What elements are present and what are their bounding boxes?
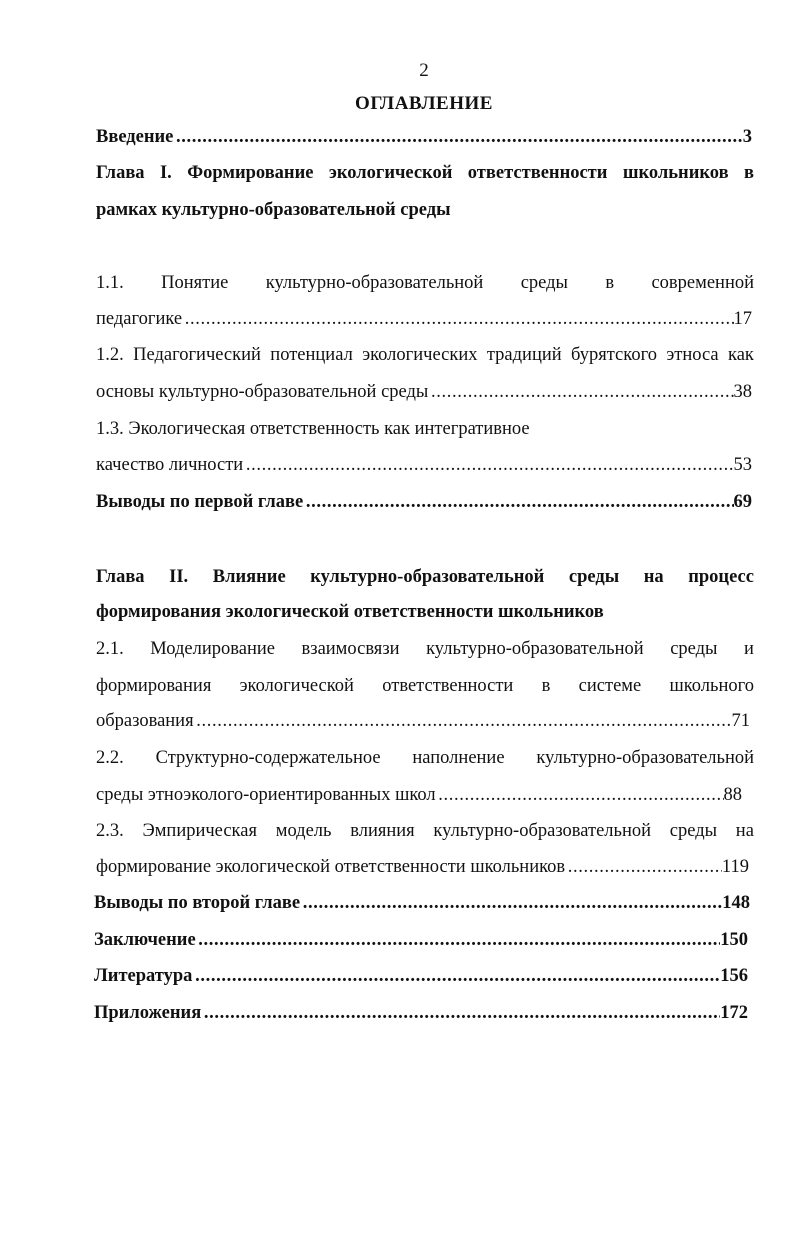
page-number: 2 <box>419 60 429 81</box>
section-2-2-line-1[interactable]: 2.2. Структурно-содержательное наполнение культурно-образовательной <box>96 748 754 768</box>
chapter-1-title-line-1: Глава I. Формирование экологической ответственности школьников в <box>96 163 754 183</box>
toc-entry-chapter-2-conclusions[interactable]: Выводы по второй главе . . . 148 <box>94 892 750 914</box>
toc-entry-intro[interactable] <box>96 126 752 148</box>
section-2-1-line-3[interactable]: образования . . . 71 <box>96 710 750 732</box>
section-2-2-line-2[interactable]: среды этноэколого-ориентированных школ . . . 88 <box>96 784 742 806</box>
section-2-3-line-2[interactable]: формирование экологической ответственности школьников . . . 119 <box>96 856 749 878</box>
chapter-2-title-line-1: Глава II. Влияние культурно-образовательной среды на процесс <box>96 567 754 587</box>
toc-entry-page: 3 <box>742 127 752 147</box>
chapter-2-title-line-2: формирования экологической ответственности школьников <box>96 602 604 622</box>
section-2-1-line-2[interactable]: формирования экологической ответственности в системе школьного <box>96 676 754 696</box>
section-1-3-line-1[interactable]: 1.3. Экологическая ответственность как интегративное <box>96 419 530 439</box>
page-title: ОГЛАВЛЕНИЕ <box>355 93 493 114</box>
section-1-1-line-2[interactable]: педагогике . . . 17 <box>96 308 752 330</box>
section-2-1-line-1[interactable]: 2.1. Моделирование взаимосвязи культурно-образовательной среды и <box>96 639 754 659</box>
section-1-1-line-1[interactable]: 1.1. Понятие культурно-образовательной среды в современной <box>96 273 754 293</box>
toc-entry-literature[interactable]: Литература . . . 156 <box>94 965 748 987</box>
toc-entry-chapter-1-conclusions[interactable]: Выводы по первой главе . . . 69 <box>96 491 752 513</box>
section-1-2-line-2[interactable]: основы культурно-образовательной среды . . . 38 <box>96 381 752 403</box>
section-2-3-line-1[interactable]: 2.3. Эмпирическая модель влияния культурно-образовательной среды на <box>96 821 754 841</box>
toc-entry-appendices[interactable]: Приложения . . . 172 <box>94 1002 748 1024</box>
toc-entry-label: Введение . . . <box>96 126 743 148</box>
toc-entry-conclusion[interactable]: Заключение . . . 150 <box>94 929 748 951</box>
section-1-3-line-2[interactable]: качество личности . . . 53 <box>96 454 752 476</box>
chapter-1-title-line-2: рамках культурно-образовательной среды <box>96 200 451 220</box>
section-1-2-line-1[interactable]: 1.2. Педагогический потенциал экологических традиций бурятского этноса как <box>96 345 754 365</box>
